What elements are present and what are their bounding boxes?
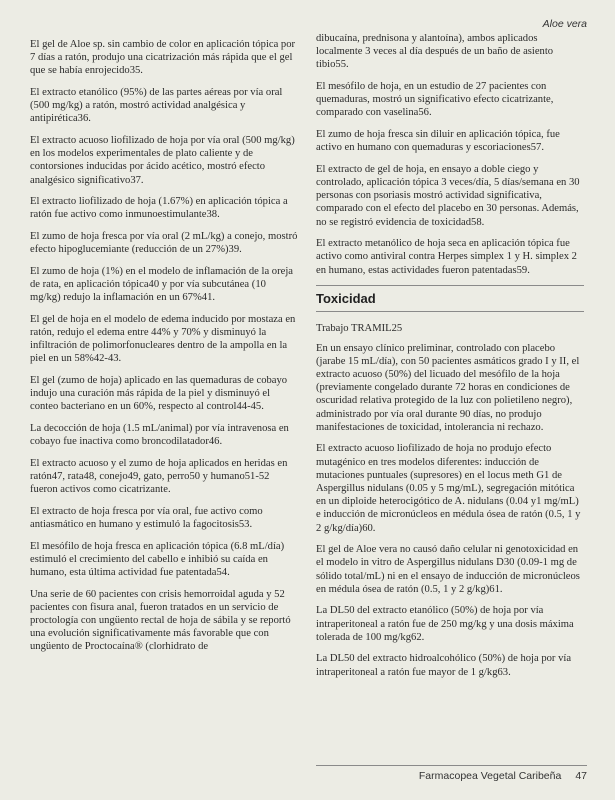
paragraph: Una serie de 60 pacientes con crisis hemorroidal aguda y 52 pacientes con fisura anal, fueron tratados en un servicio de proctología con ungüento rectal de hoja de sábila y se reportó una evolución significativamente más favorable que con ungüento de Proctocaína® (clorhidrato de [30,588,291,653]
paragraph: La DL50 del extracto hidroalcohólico (50%) de hoja por vía intraperitoneal a ratón fue mayor de 1 g/kg63. [316,653,572,678]
section-divider [316,285,584,286]
paragraph: El zumo de hoja fresca sin diluir en aplicación tópica, fue activo en humano con quemaduras y escoriaciones57. [316,129,560,154]
publication-title: Farmacopea Vegetal Caribeña [418,770,562,782]
page-number: 47 [575,770,587,782]
paragraph: El extracto de hoja fresca por vía oral, fue activo como antiasmático en humano y estimuló la fagocitosis53. [30,505,263,530]
paragraph: El extracto liofilizado de hoja (1.67%) en aplicación tópica a ratón fue activo como inmunoestimulante38. [30,196,288,221]
running-header-title: Aloe vera [542,18,587,30]
paragraph: El mesófilo de hoja, en un estudio de 27 pacientes con quemaduras, mostró un significativo efecto cicatrizante, comparado con vaselina56. [316,81,554,119]
paragraph: El zumo de hoja fresca por vía oral (2 mL/kg) a conejo, mostró efecto hipoglucemiante (reducción de un 27%)39. [30,231,298,256]
paragraph: El mesófilo de hoja fresca en aplicación tópica (6.8 mL/día) estimuló el crecimiento del cabello e inhibió su caída en humano, esta última actividad fue patentada54. [30,540,285,578]
section-title: Toxicidad [316,291,376,307]
paragraph: El extracto acuoso y el zumo de hoja aplicados en heridas en ratón47, rata48, conejo49, gato, perro50 y humano51-52 fueron activos como cicatrizante. [30,457,288,496]
right-column [316,32,584,687]
paragraph: El extracto metanólico de hoja seca en aplicación tópica fue activo como antiviral contra Herpes simplex 1 y H. simplex 2 en humano, estas actividades fueron patentadas59. [316,238,577,276]
paragraph: La DL50 del extracto etanólico (50%) de hoja por vía intraperitoneal a ratón fue de 250 mg/kg y una dosis máxima tolerada de 100 mg/kg62. [316,605,574,643]
footer-divider [316,765,587,766]
paragraph: El extracto etanólico (95%) de las partes aéreas por vía oral (500 mg/kg) a ratón, mostró actividad analgésica y antipirética36. [30,87,283,125]
left-column [30,38,298,662]
paragraph: El extracto acuoso liofilizado de hoja por vía oral (500 mg/kg) en los modelos experimentales de plato caliente y de contorsiones inducidas por ácido acético, mostró efecto analgésico significativo37. [30,135,295,186]
paragraph: En un ensayo clínico preliminar, controlado con placebo (jarabe 15 mL/día), con 50 pacientes asmáticos grado I y II, el extracto acuoso (50%) del licuado del mesófilo de la hoja (previamente congelado durante 72 horas en condiciones de oscuridad relativa protegido de la luz con polietileno negro), administrado por vía oral durante 90 días, no produjo manifestaciones de toxicidad, intolerancia ni rechazo. [316,342,580,433]
trabajo-label: Trabajo TRAMIL25 [316,323,403,335]
section-divider-bottom [316,311,584,312]
paragraph: El zumo de hoja (1%) en el modelo de inflamación de la oreja de rata, en aplicación tópica40 y por vía subcutánea (10 mg/kg) redujo la inflamación en un 67%41. [30,265,293,304]
page-footer [419,770,587,782]
paragraph: La decocción de hoja (1.5 mL/animal) por vía intravenosa en cobayo fue inactiva como broncodilatador46. [30,423,289,448]
paragraph: El gel de Aloe vera no causó daño celular ni genotoxicidad en el modelo in vitro de Aspergillus nidulans D30 (0.09-1 mg de sólido total/mL) ni en el ensayo de inducción de micronúcleos en médula ósea de ratón (0.5, 1 y 2 g/kg)61. [316,544,580,595]
paragraph: El gel de hoja en el modelo de edema inducido por mostaza en ratón, redujo el edema entre 44% y 70% y disminuyó la infiltración de polimorfonucleares dentro de la ampolla en la piel en un 58%42-43. [30,313,296,365]
paragraph: El extracto de gel de hoja, en ensayo a doble ciego y controlado, aplicación tópica 3 veces/día, 5 días/semana en 30 personas con psoriasis mostró actividad significativa, comparado con el efecto del placebo en 30 personas. Además, no se registró evidencia de toxicidad58. [316,163,580,228]
paragraph: El gel (zumo de hoja) aplicado en las quemaduras de cobayo indujo una curación más rápida de la piel y disminuyó el conteo bacteriano en un 60%, respecto al control44-45. [30,375,288,413]
paragraph: El extracto acuoso liofilizado de hoja no produjo efecto mutagénico en tres modelos diferentes: inducción de mutaciones puntuales (supresores) en el locus meth G1 de Aspergillus nidulans (0.05 y 5 mg/mL), segregación mitótica en un diploide heterocigótico de A. nidulans (0.04 y1 mg/mL) e inducción de micronúcleos en médula ósea de ratón (0.5, 1 y 2 g/kg/día)60. [316,443,581,534]
paragraph: El gel de Aloe sp. sin cambio de color en aplicación tópica por 7 días a ratón, produjo una cicatrización más rápida que el gel que se había enrojecido35. [30,39,296,77]
paragraph: dibucaína, prednisona y alantoína), ambos aplicados localmente 3 veces al día después de un baño de asiento tibio55. [316,33,554,71]
